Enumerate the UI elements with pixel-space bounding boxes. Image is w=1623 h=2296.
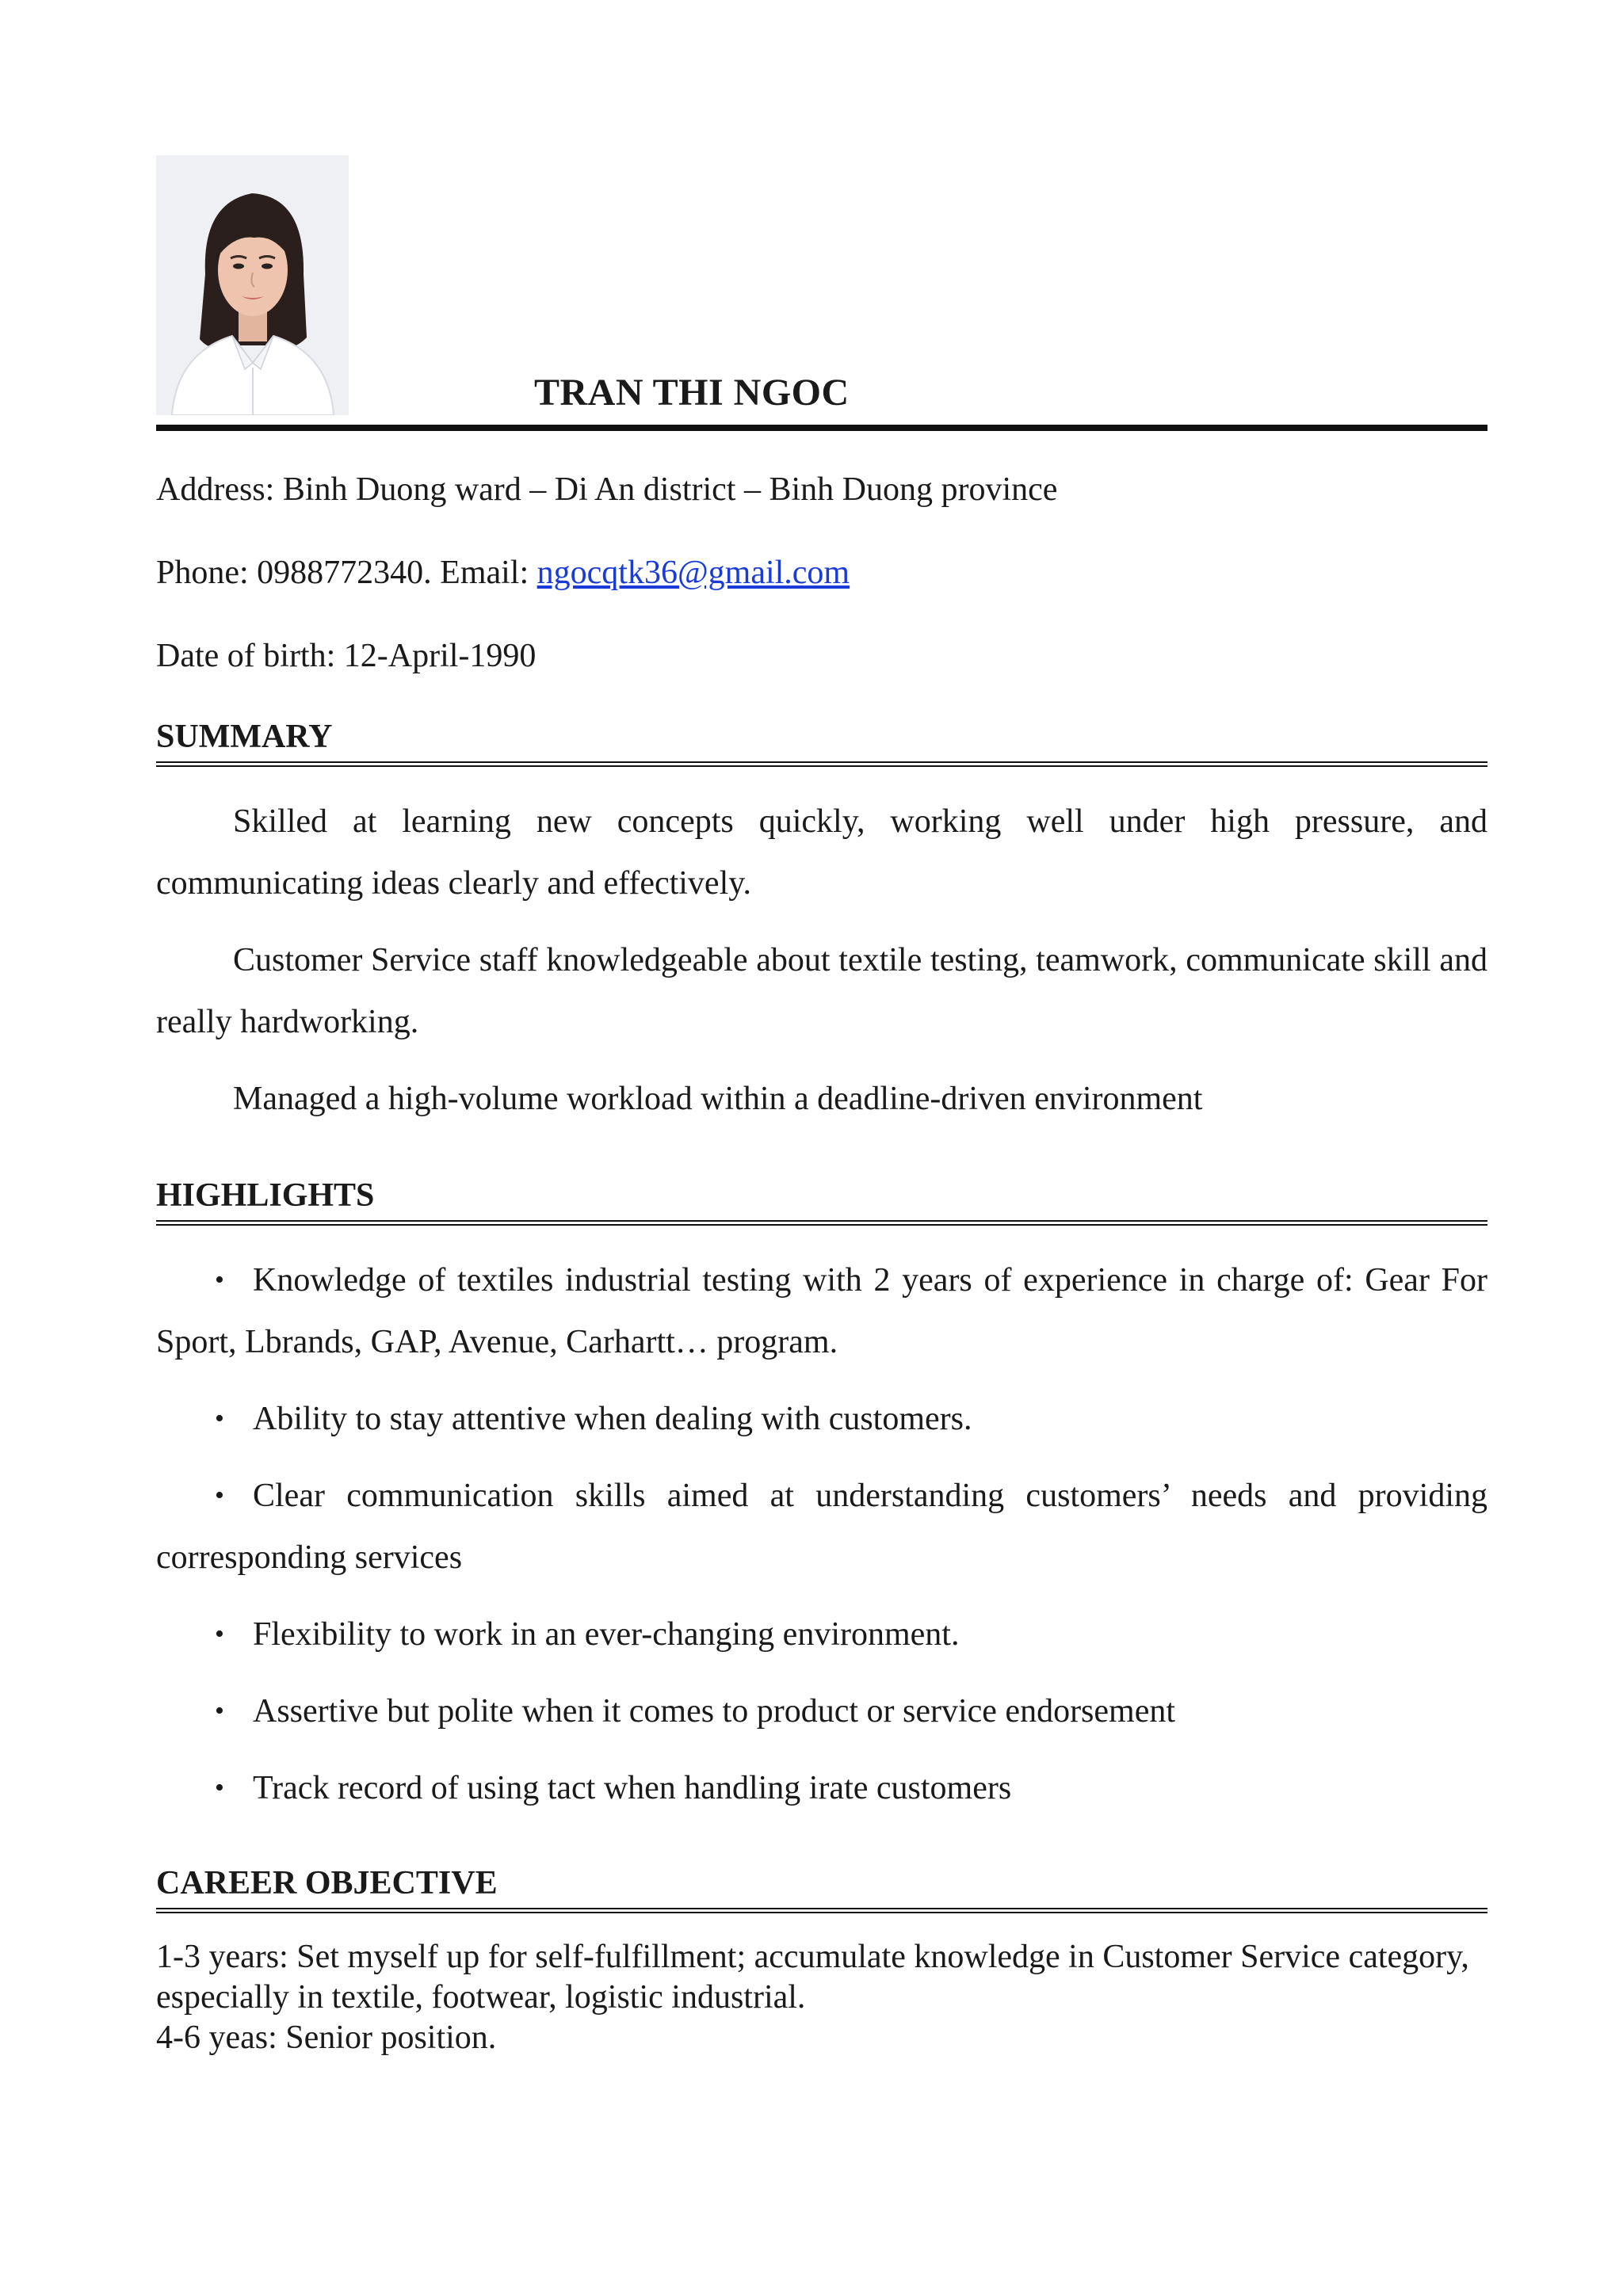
header-divider <box>156 425 1487 431</box>
career-line: 1-3 years: Set myself up for self-fulfillment; accumulate knowledge in Customer Service category, especially in textile, footwear, logistic industrial. <box>156 1939 1469 2016</box>
highlight-text: Ability to stay attentive when dealing with customers. <box>253 1401 972 1437</box>
list-item <box>156 1680 1487 1742</box>
bullet-icon: • <box>215 1404 224 1433</box>
summary-heading: SUMMARY <box>156 720 1487 767</box>
career-line: 4-6 yeas: Senior position. <box>156 2019 497 2056</box>
highlights-list <box>156 1249 1487 1819</box>
phone-text: Phone: 0988772340. Email: <box>156 555 537 591</box>
bullet-icon: • <box>215 1481 224 1510</box>
career-objective-heading: CAREER OBJECTIVE <box>156 1867 1487 1913</box>
summary-paragraph: Customer Service staff knowledgeable about textile testing, teamwork, communicate skill and really hardworking. <box>156 942 1487 1040</box>
bullet-icon: • <box>215 1619 224 1649</box>
highlight-text: Assertive but polite when it comes to product or service endorsement <box>253 1693 1176 1730</box>
resume-page <box>156 155 1487 2058</box>
resume-header <box>156 155 1487 428</box>
list-item <box>156 1388 1487 1450</box>
list-item <box>156 1465 1487 1589</box>
highlight-text: Track record of using tact when handling irate customers <box>253 1770 1012 1806</box>
bullet-icon: • <box>215 1773 224 1802</box>
highlight-text: Knowledge of textiles industrial testing with 2 years of experience in charge of: Gear For Sport, Lbrands, GAP, Avenue, Carhartt… program. <box>156 1262 1487 1360</box>
career-objective-body <box>156 1937 1487 2058</box>
portrait-icon <box>156 155 349 415</box>
highlight-text: Clear communication skills aimed at understanding customers’ needs and providing corresponding services <box>156 1478 1487 1576</box>
list-item <box>156 1249 1487 1373</box>
summary-paragraph: Skilled at learning new concepts quickly, working well under high pressure, and communicating ideas clearly and effectively. <box>156 803 1487 902</box>
phone-email-line <box>156 556 1487 589</box>
highlights-heading: HIGHLIGHTS <box>156 1179 1487 1226</box>
highlight-text: Flexibility to work in an ever-changing environment. <box>253 1616 960 1653</box>
bullet-icon: • <box>215 1696 224 1726</box>
candidate-name: TRAN THI NGOC <box>534 372 850 414</box>
list-item <box>156 1757 1487 1819</box>
bullet-icon: • <box>215 1265 224 1295</box>
email-link[interactable]: ngocqtk36@gmail.com <box>537 555 850 591</box>
summary-paragraph: Managed a high-volume workload within a deadline-driven environment <box>233 1081 1203 1117</box>
date-of-birth-line: Date of birth: 12-April-1990 <box>156 638 537 674</box>
profile-photo <box>156 155 349 415</box>
list-item <box>156 1604 1487 1665</box>
address-line: Address: Binh Duong ward – Di An district – Binh Duong province <box>156 471 1058 508</box>
